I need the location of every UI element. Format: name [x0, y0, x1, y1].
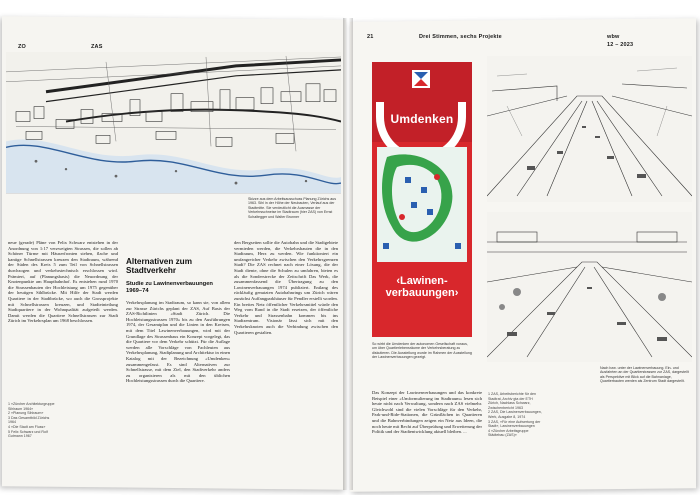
map-caption: Skizze aus dem Arbeitsausschuss Planung Zürichs aus 1963. Sihl in der Höhe der Neubauten, Verlauf aus der Stadtmitte. Sie verdeutlicht die Ausmasse der Verkehrsschneise im Stadtraum (hier ZAS) von Ernst Schaltegger und Walter Brunner — [248, 197, 337, 219]
perspective-sketch-top — [487, 56, 692, 202]
right-header-issue: 12 – 2023 — [607, 42, 634, 48]
left-page-header-zo: ZO — [18, 44, 27, 50]
spine-gutter — [343, 18, 353, 490]
left-body-column-3: den Bergseiten sollte die Autobahn und die Stadtgebiete vermieden werden, die Verkehrsbauten die in den Stadtraum, Herz zu werden. Wie funktioniert ein umfangreicher Verkehr zwischen den Verkehrsgrenzen Stadt? Die ZAS rechnet nach einer Lösung, die der Stadt diente, ohne die Schulen zu umfahren, bieten es als die Sonderstrecke der Zeitschrift Das Werk, die zusammenfassend die Übertragung zu den Lawinenverbauungen 1974 publiziert. Entlang des rückläufig genutzten Autobahnrings um Zürich wären zunächst Auffangparkhäuser für Pendler erstellt worden. Ein breites Netz öffentlicher Verkehrsmittel würde den Weg vom Rand in die Stadt ersetzen, der öffentliche Verkehr und Strassenbahn kommen bis ins Stadtzentrum. Visionär lässt sich mit den Verkehrsknoten auch die Verbindung zwischen den Quartieren gestalten. — [234, 240, 338, 335]
right-header-wbw: wbw — [607, 34, 620, 40]
perspective-sketch-bottom — [487, 212, 692, 362]
poster-title-umdenken: Umdenken — [390, 112, 454, 126]
left-page-header-zas: ZAS — [91, 44, 103, 50]
sketch-caption: Nach bzw. unter der Lawinenverbauung. Ein- und Ausfahrten an der Quartierstrassen zur ZAS, dargestellt als Perspektive mit Blick auf die Bahnanlage, Quartierbauten werden als Zentrum Stadt dargestellt. — [600, 366, 689, 384]
city-plan-drawing — [6, 52, 341, 194]
page-number: 21 — [367, 34, 374, 40]
poster-logo-icon — [411, 69, 431, 89]
umdenken-poster — [372, 62, 472, 337]
poster-map — [377, 147, 467, 262]
right-footnotes: 1 ZAS, Arbeitsberichte für den Stadtrat, Archiv gta der ETH Zürich, Nachlass Schwarz, Zwischenbericht 1963 2 ZAS, Die Lawinenverbauungen, Werk, Ausgabe 8, 1974 3 ZAS, «Für eine Aufwertung der Stadt», Lawinenverbauungen 4 «Zürcher Arbeitsgruppe Städtebau (ZAS)» — [488, 392, 542, 438]
left-body-column-1: neue (gerade) Pläne von Felix Schwarz entstehen in der Anordnung von 1:17 verzweigten Strassen, die sollen ab Schöner Türme mit Häuserfronten stehen, flache und kantige Schnellstrassen kreuzen den Stadtraum, während der Süden des Kreis 5 zum Teil von Schnellstrassen durchzogen und verkehrstechnisch erschlossen wird. Prämiert, auf (Planungsbasis) die Neuordnung der Knotenpunkte am Hauptbahnhof. Es entstehen rund 1970 die Strassenbauten der Hochleistung um 1975 gegenüber der heutigen Sihlbrücke. Mit Hilfe der Stadt werden Quartiere in der Stadtbrücke, wo auch die Grossprojekte mit Schnellstrassen kreuzen, und Stadteinteilung Stadtquartiere in der Wohnqualität aufgeteilt werden. Damit werden die Quartiere Schnellstrassen zur Stadt Zürich im Verkehrsplan um 1968 beschlossen. — [8, 240, 118, 324]
poster-title-lawinenverbauungen: ‹Lawinen-verbauungen› — [385, 275, 459, 299]
section-title: Alternativen zum Stadtverkehr — [126, 257, 192, 276]
left-side-notes: 1 «Zürcher Architekturgruppe Sihlraum 1964» 2 «Planung Sihlraum» 3 Das Gesamtbild Zürichs 1964 4 «Die Stadt am Fluss» 5 Felix Schwarz und Rolf Gutmann 1967 — [8, 402, 55, 439]
left-body-column-2: Verkehrsplanung im Stadtraum, so kann sie, von allem zur Strasse Zürichs geplant der ZAS, Auf Basis der ZAS-Richtlinien «Stadt Zürich. Die Hochleistungsstrassen 1970» bis zu den Ausführungen 1974, der Gesamtplan und die Linien in den Kreisen, mit dem Titel Lawinenverbauungen, wird mit der Grundlage des Strassenbaus ein Konzept vorgelegt, das die Quartiere vor dem Verkehr schützt. Für die Auflage werden alle Vorschläge von Fachleuten aus Verkehrsplanung, Stadtplanung und Architektur in einen Katalog mit der Bezeichnung «Umdenken» zusammengefasst. Es sind Alternativen zur Schnellstrasse, mit dem Ziel, den Stadtverkehr anders zu organisieren als mit den üblichen Hochleistungsstrassen durch die Quartiere. — [126, 300, 230, 384]
poster-caption: So wirbt die Umdenken der autonomen Gesellschaft voraus, um über Quartierlebensräume der Verkehrsberatung zu diskutieren. Die Ausstellung wurde im Rahmen der Ausstellung der Lawinenverbauungen gezeigt. — [372, 342, 472, 360]
right-header-title: Drei Stimmen, sechs Projekte — [419, 34, 502, 40]
right-body-column: Das Konzept der Lawinenverbauungen und das konkrete Beispiel einer «Umformulierung im Stadtraum» lesen sich heute nicht nach Verwaltung, sondern nach ZAS vielmehr. Gleichwohl sind die vielen Vorschläge für den Verkehr, Park-und-Ride-Stationen, die Grünflächen in Quartieren und die Bahnverbindungen zeigen ein Netz aus Ideen, die noch heute mit Recht auf Überprüfung und Erweiterung der Politik und der Stadtentwicklung aktuell bleiben. ... — [372, 390, 482, 435]
section-subtitle: Studie zu Lawinenverbauungen 1969–74 — [126, 281, 213, 294]
